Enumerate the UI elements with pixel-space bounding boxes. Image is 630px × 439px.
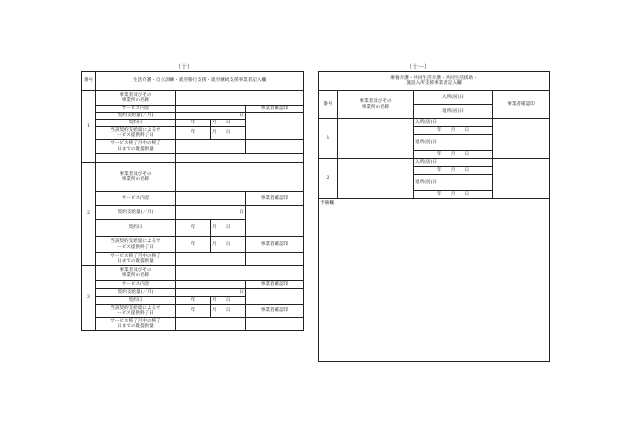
right-row-1-no: 1 [319,119,338,159]
left-block-1-blank [96,154,176,163]
right-row-2-no: 2 [319,159,338,199]
left-block-1-provider-value[interactable] [176,91,304,106]
left-block-3-contract-md[interactable]: 月 日 [211,297,246,305]
left-header-title: 生活介護・自立訓練・就労移行支援・就労継続支援事業者記入欄 [96,72,304,91]
right-row-1-provider[interactable] [338,119,414,159]
left-block-3-end-label: 当該契約支給量によるサ ービス提供終了日 [96,305,176,318]
left-block-2-no: 2 [82,163,96,266]
left-block-3-amount-value[interactable]: 日 [176,289,246,297]
right-row-2-provider[interactable] [338,159,414,199]
left-block-3-seal-label-2: 事業者確認印 [246,305,304,318]
right-row-2-entry-date[interactable]: 年 月 日 [414,167,493,175]
left-page-number: （十） [175,64,194,71]
left-block-3-end-year[interactable]: 年 [176,305,211,318]
left-block-3-usage-label: サービス終了月中の終了 日までの既提供量 [96,318,176,331]
left-block-1-extra [246,140,304,154]
left-block-1-seal-box[interactable] [246,113,304,140]
left-block-2-service-value[interactable] [176,192,246,206]
right-row-1-exit-date[interactable]: 年 月 日 [414,151,493,159]
left-block-1-end-label: 当該契約支給量によるサ ービス提供終了日 [96,127,176,140]
right-header-entry: 入所(居)日 [414,91,493,105]
left-block-1-end-year[interactable]: 年 [176,127,211,140]
left-block-1-amount-label: 契約支給量(／月) [96,113,176,120]
left-block-3-no: 3 [82,266,96,331]
right-header-provider: 事業者及びその 事業所の名称 [338,91,414,119]
left-block-3-service-value[interactable] [176,281,246,289]
right-row-1-entry-label: 入所(居)日 [414,119,493,127]
left-block-1-blank-value [176,154,304,163]
right-row-2-entry-label: 入所(居)日 [414,159,493,167]
left-block-2-seal-box[interactable] [246,206,304,237]
left-block-3-extra [246,318,304,331]
left-block-3-contract-label: 契約日 [96,297,176,305]
right-header-no: 番号 [319,91,338,119]
left-block-3-service-label: サービス内容 [96,281,176,289]
right-row-1-seal[interactable] [493,119,550,159]
left-block-3-usage-value[interactable] [176,318,246,331]
left-block-3-provider-value[interactable] [176,266,304,281]
left-block-2-end-year[interactable]: 年 [176,237,211,253]
left-block-2-end-label: 当該契約支給量によるサ ービス提供終了日 [96,237,176,253]
left-block-2-end-md[interactable]: 月 日 [211,237,246,253]
left-block-1-contract-md[interactable]: 月 日 [211,120,246,127]
left-block-1-contract-year[interactable]: 年 [176,120,211,127]
right-form-table [318,71,550,362]
left-block-2-amount-label: 契約支給量(／月) [96,206,176,220]
left-block-1-contract-label: 契約日 [96,120,176,127]
left-block-1-provider-label: 事業者及びその 事業所の名称 [96,91,176,106]
left-block-2-provider-label: 事業者及びその 事業所の名称 [96,163,176,192]
left-block-3-amount-label: 契約支給量(／月) [96,289,176,297]
left-block-1-service-value[interactable] [176,106,246,113]
right-header-exit: 退所(居)日 [414,105,493,119]
left-block-2-contract-md[interactable]: 月 日 [211,220,246,237]
left-block-3-contract-year[interactable]: 年 [176,297,211,305]
left-block-3-provider-label: 事業者及びその 事業所の名称 [96,266,176,281]
left-block-2-provider-value[interactable] [176,163,304,192]
right-notes-area[interactable]: 予備欄 [319,199,550,362]
left-form-table [81,71,304,331]
left-block-1-service-label: サービス内容 [96,106,176,113]
left-block-3-seal-label: 事業者確認印 [246,281,304,289]
left-block-2-seal-label-2: 事業者確認印 [246,237,304,253]
left-block-2-contract-year[interactable]: 年 [176,220,211,237]
left-block-1-usage-value[interactable] [176,140,246,154]
right-page-number: （十一） [406,64,431,71]
right-row-1-exit-label: 退所(居)日 [414,135,493,151]
left-header-no: 番号 [82,72,96,91]
left-block-2-amount-value[interactable]: 日 [176,206,246,220]
left-block-2-contract-label: 契約日 [96,220,176,237]
right-header-title: 療養介護・共同生活介護・共同生活援助・ 施設入所支援事業者記入欄 [319,72,550,91]
left-block-1-usage-label: サービス終了月中の終了 日までの既提供量 [96,140,176,154]
left-block-1-end-md[interactable]: 月 日 [211,127,246,140]
left-block-3-end-md[interactable]: 月 日 [211,305,246,318]
right-row-2-exit-date[interactable]: 年 月 日 [414,191,493,199]
left-block-3-seal-box[interactable] [246,289,304,305]
left-block-1-no: 1 [82,91,96,163]
right-row-2-seal[interactable] [493,159,550,199]
left-block-2-usage-label: サービス終了月中の終了 日までの既提供量 [96,253,176,266]
left-block-1-seal-label: 事業者確認印 [246,106,304,113]
right-header-seal: 事業者確認印 [493,91,550,119]
left-block-2-extra [246,253,304,266]
right-row-1-entry-date[interactable]: 年 月 日 [414,127,493,135]
left-block-2-service-label: サービス内容 [96,192,176,206]
right-row-2-exit-label: 退所(居)日 [414,175,493,191]
left-block-1-amount-value[interactable]: 日 [176,113,246,120]
left-block-2-seal-label: 事業者確認印 [246,192,304,206]
left-block-2-usage-value[interactable] [176,253,246,266]
